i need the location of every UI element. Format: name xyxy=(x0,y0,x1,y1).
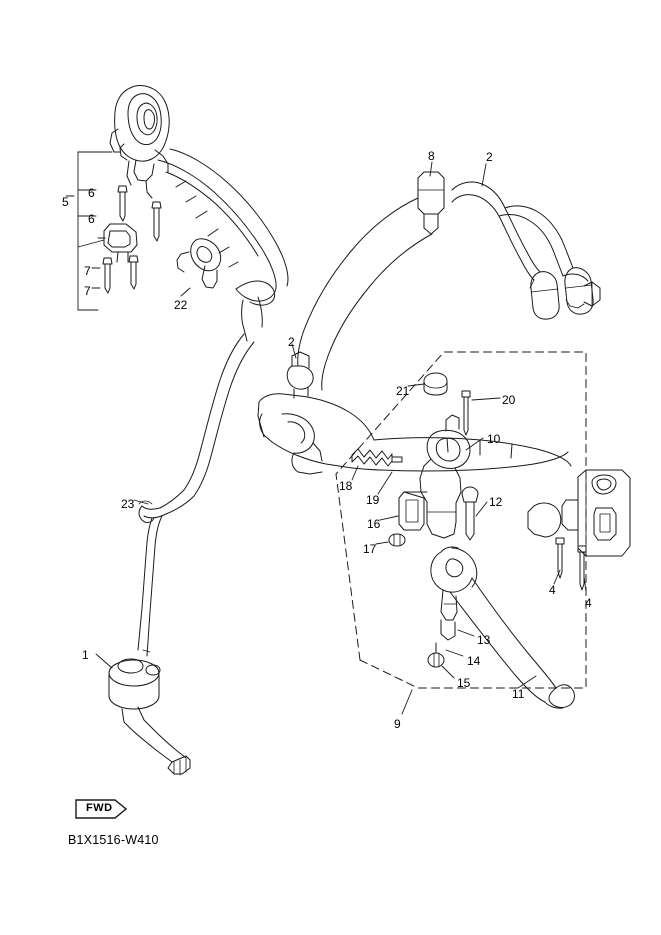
callout-20: 20 xyxy=(502,393,516,407)
callout-14: 14 xyxy=(467,654,481,668)
callout-12: 12 xyxy=(489,495,503,509)
callout-17: 17 xyxy=(363,542,377,556)
callout-9: 9 xyxy=(394,717,401,731)
callout-8: 8 xyxy=(428,149,435,163)
callout-15: 15 xyxy=(457,676,471,690)
callout-21: 21 xyxy=(396,384,410,398)
callout-19: 19 xyxy=(366,493,380,507)
callout-13: 13 xyxy=(477,633,491,647)
callout-2-top: 2 xyxy=(486,150,493,164)
callout-6-upper: 6 xyxy=(88,186,95,200)
callout-4-right: 4 xyxy=(585,596,592,610)
callout-6-lower: 6 xyxy=(88,212,95,226)
callout-23: 23 xyxy=(121,497,135,511)
callout-1: 1 xyxy=(82,648,89,662)
callout-7-lower: 7 xyxy=(84,284,91,298)
handlebar-assembly xyxy=(258,373,574,708)
callout-22: 22 xyxy=(174,298,188,312)
callout-2-mid: 2 xyxy=(288,335,295,349)
callout-5: 5 xyxy=(62,195,69,209)
fwd-label: FWD xyxy=(86,802,113,814)
callout-11: 11 xyxy=(512,687,525,701)
callout-7-upper: 7 xyxy=(84,264,91,278)
right-switch-housing xyxy=(528,470,630,590)
part-code-label: B1X1516-W410 xyxy=(68,833,159,847)
callout-18: 18 xyxy=(339,479,353,493)
callout-16: 16 xyxy=(367,517,381,531)
callout-10: 10 xyxy=(487,432,501,446)
callout-4-left: 4 xyxy=(549,583,556,597)
